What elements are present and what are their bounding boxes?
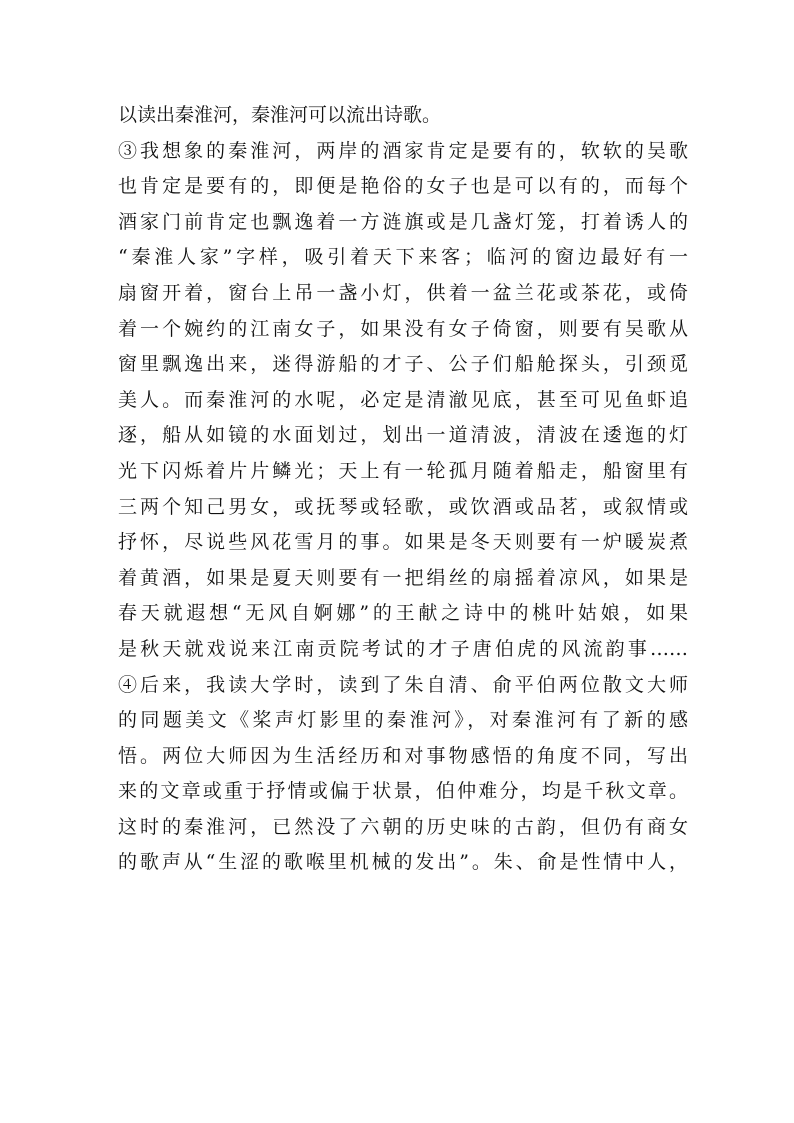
text-line: 也肯定是要有的，即便是艳俗的女子也是可以有的，而每个 bbox=[118, 175, 688, 198]
text-line: 的同题美文《桨声灯影里的秦淮河》，对秦淮河有了新的感 bbox=[118, 709, 688, 732]
text-line: 光下闪烁着片片鳞光；天上有一轮孤月随着船走，船窗里有 bbox=[118, 459, 688, 482]
article-body bbox=[118, 98, 688, 881]
text-line: 以读出秦淮河，秦淮河可以流出诗歌。 bbox=[118, 104, 442, 126]
text-line: 是秋天就戏说来江南贡院考试的才子唐伯虎的风流韵事…… bbox=[118, 637, 688, 660]
text-line: 的歌声从“生涩的歌喉里机械的发出”。朱、俞是性情中人， bbox=[118, 851, 688, 874]
text-line: 三两个知己男女，或抚琴或轻歌，或饮酒或品茗，或叙情或 bbox=[118, 495, 688, 518]
text-line: 着黄酒，如果是夏天则要有一把绢丝的扇摇着凉风，如果是 bbox=[118, 566, 688, 589]
text-line: 窗里飘逸出来，迷得游船的才子、公子们船舱探头，引颈觅 bbox=[118, 353, 688, 376]
text-line: 抒怀，尽说些风花雪月的事。如果是冬天则要有一炉暖炭煮 bbox=[118, 531, 688, 554]
text-line: ③我想象的秦淮河，两岸的酒家肯定是要有的，软软的吴歌 bbox=[118, 139, 688, 162]
text-line: 着一个婉约的江南女子，如果没有女子倚窗，则要有吴歌从 bbox=[118, 317, 688, 340]
text-line: 逐，船从如镜的水面划过，划出一道清波，清波在逶迤的灯 bbox=[118, 424, 688, 447]
text-line: 扇窗开着，窗台上吊一盏小灯，供着一盆兰花或茶花，或倚 bbox=[118, 281, 688, 304]
text-line: 酒家门前肯定也飘逸着一方涟旗或是几盏灯笼，打着诱人的 bbox=[118, 210, 688, 233]
text-line: 春天就遐想“无风自婀娜”的王献之诗中的桃叶姑娘，如果 bbox=[118, 602, 688, 625]
text-line: 这时的秦淮河，已然没了六朝的历史味的古韵，但仍有商女 bbox=[118, 815, 688, 838]
text-line: “秦淮人家”字样，吸引着天下来客；临河的窗边最好有一 bbox=[118, 246, 688, 269]
text-line: 悟。两位大师因为生活经历和对事物感悟的角度不同，写出 bbox=[118, 744, 688, 767]
text-line: 来的文章或重于抒情或偏于状景，伯仲难分，均是千秋文章。 bbox=[118, 780, 688, 803]
text-line: ④后来，我读大学时，读到了朱自清、俞平伯两位散文大师 bbox=[118, 673, 688, 696]
text-line: 美人。而秦淮河的水呢，必定是清澈见底，甚至可见鱼虾追 bbox=[118, 388, 688, 411]
